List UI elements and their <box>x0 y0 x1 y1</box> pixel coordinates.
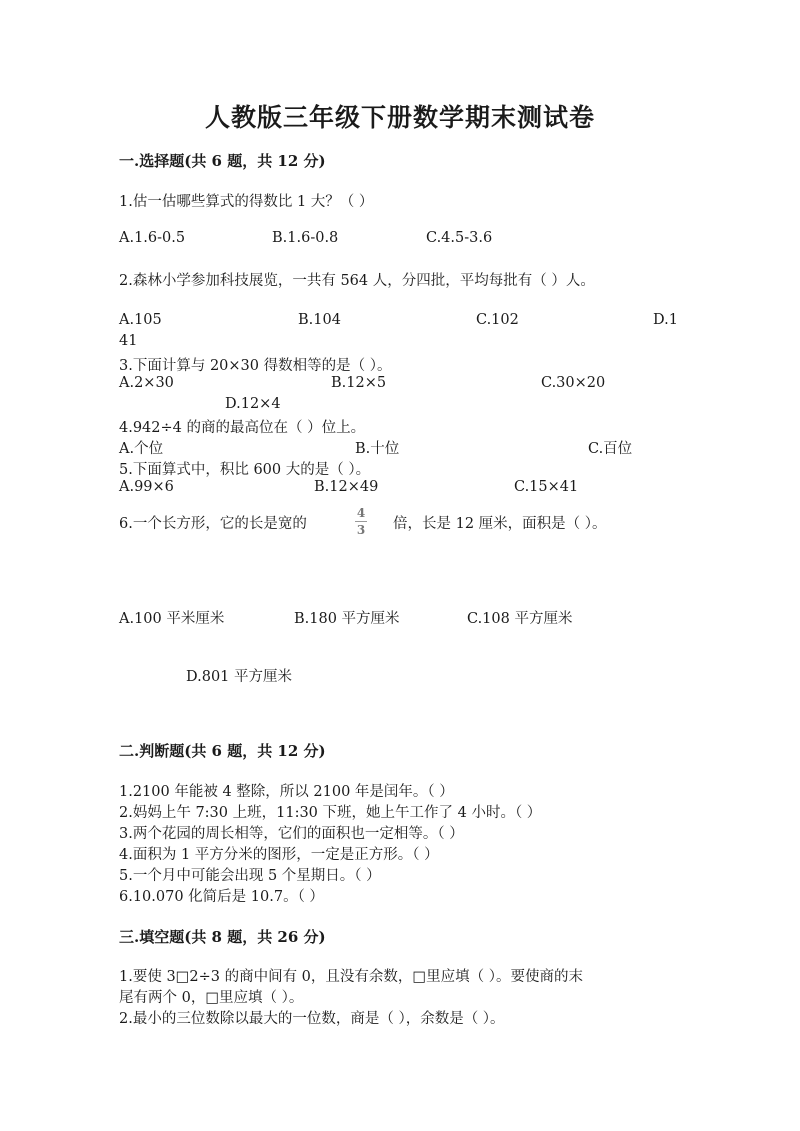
question-text: 1.估一估哪些算式的得数比 1 大？（ ） <box>119 194 374 210</box>
option: D.12×4 <box>225 396 281 412</box>
option: B.180 平方厘米 <box>294 611 400 627</box>
question-text: 2.妈妈上午 7:30 上班，11:30 下班，她上午工作了 4 小时。（ ） <box>119 805 542 821</box>
section-heading-choice: 一.选择题(共 6 题，共 12 分) <box>119 152 326 170</box>
option: C.30×20 <box>541 375 606 391</box>
question-text: 1.2100 年能被 4 整除，所以 2100 年是闰年。（ ） <box>119 784 454 800</box>
question-text: 2.最小的三位数除以最大的一位数，商是（ ），余数是（ ）。 <box>119 1011 505 1027</box>
option: D.1 <box>653 312 678 328</box>
option: C.百位 <box>588 441 633 457</box>
option: C.4.5-3.6 <box>426 230 493 246</box>
question-text: 4.942÷4 的商的最高位在（ ）位上。 <box>119 420 366 436</box>
option: B.104 <box>298 312 341 328</box>
option: A.99×6 <box>119 479 174 495</box>
question-text-continuation: 尾有两个 0，□里应填（ ）。 <box>119 990 304 1006</box>
option: B.十位 <box>355 441 400 457</box>
option: C.102 <box>476 312 519 328</box>
question-text: 4.面积为 1 平方分米的图形，一定是正方形。（ ） <box>119 847 439 863</box>
page-title: 人教版三年级下册数学期末测试卷 <box>204 103 595 132</box>
question-text: 5.一个月中可能会出现 5 个星期日。（ ） <box>119 868 381 884</box>
question-text: 3.下面计算与 20×30 得数相等的是（ ）。 <box>119 358 392 374</box>
fraction-bar <box>355 521 367 522</box>
question-text: 6.一个长方形，它的长是宽的 <box>119 516 307 532</box>
question-text: 3.两个花园的周长相等，它们的面积也一定相等。（ ） <box>119 826 464 842</box>
option: A.105 <box>119 312 162 328</box>
option: A.1.6-0.5 <box>119 230 186 246</box>
option: B.1.6-0.8 <box>272 230 339 246</box>
option: C.108 平方厘米 <box>467 611 573 627</box>
fraction-denominator: 3 <box>356 523 366 537</box>
question-text: 5.下面算式中，积比 600 大的是（ ）。 <box>119 462 371 478</box>
option: C.15×41 <box>514 479 579 495</box>
option: D.801 平方厘米 <box>186 669 293 685</box>
section-heading-fill-blank: 三.填空题(共 8 题，共 26 分) <box>119 928 326 946</box>
question-text: 1.要使 3□2÷3 的商中间有 0，且没有余数，□里应填（ ）。要使商的末 <box>119 969 583 985</box>
section-heading-judgement: 二.判断题(共 6 题，共 12 分) <box>119 742 326 760</box>
fraction-four-thirds <box>352 506 370 537</box>
option: A.个位 <box>119 441 164 457</box>
question-text: 2.森林小学参加科技展览，一共有 564 人，分四批，平均每批有（ ）人。 <box>119 273 595 289</box>
option: B.12×49 <box>314 479 379 495</box>
question-text: 6.10.070 化简后是 10.7。（ ） <box>119 889 324 905</box>
option: A.2×30 <box>119 375 174 391</box>
question-text: 倍，长是 12 厘米，面积是（ ）。 <box>393 516 607 532</box>
option: B.12×5 <box>331 375 387 391</box>
option: A.100 平米厘米 <box>119 611 225 627</box>
fraction-numerator: 4 <box>356 506 366 520</box>
option-continuation: 41 <box>119 333 138 349</box>
